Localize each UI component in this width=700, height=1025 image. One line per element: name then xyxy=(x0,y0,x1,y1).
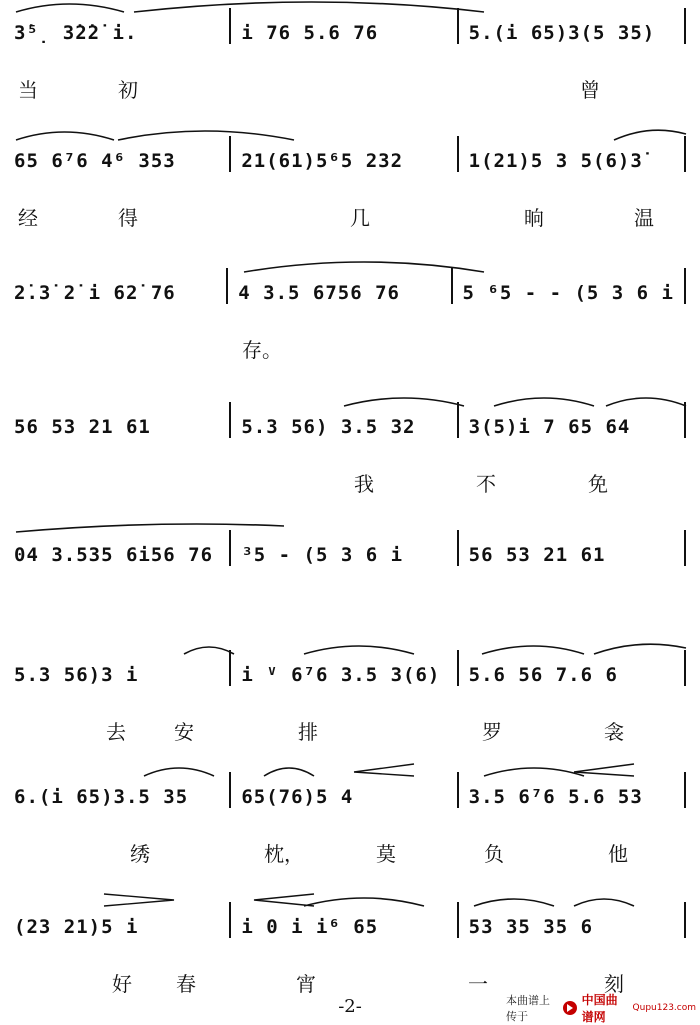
bar-line xyxy=(226,268,228,304)
measure: 1(21)5 3 5(6)3̇ xyxy=(468,150,643,172)
bar-line xyxy=(457,136,459,172)
measure: 65(76)5 4 xyxy=(241,786,354,808)
lyric-syllable: 刻 xyxy=(604,972,624,996)
measure: ³5 - (5 3 6 i xyxy=(241,544,404,566)
bar-line xyxy=(229,902,231,938)
bar-line xyxy=(457,902,459,938)
measure: 5.3 56)3 i xyxy=(14,664,139,686)
bar-line xyxy=(684,402,686,438)
measure: 5 ⁶5 - - (5 3 6 i xyxy=(462,282,674,304)
bar-line xyxy=(684,8,686,44)
lyric-syllable: 不 xyxy=(476,472,496,496)
measure: 5.(i 65)3(5 35) xyxy=(468,22,656,44)
bar-line xyxy=(684,530,686,566)
notation-line xyxy=(14,774,686,808)
lyric-syllable: 当 xyxy=(18,78,38,102)
lyric-syllable: 我 xyxy=(354,472,374,496)
measure: i 76 5.6 76 xyxy=(241,22,379,44)
lyric-syllable: 初 xyxy=(118,78,138,102)
lyric-syllable: 绣 xyxy=(130,842,150,866)
notation-line xyxy=(14,138,686,172)
bar-line xyxy=(229,8,231,44)
bar-line xyxy=(451,268,453,304)
lyric-syllable: 存。 xyxy=(242,338,282,362)
measure: 65 6⁷6 4⁶ 353 xyxy=(14,150,176,172)
bar-line xyxy=(457,530,459,566)
lyric-syllable: 免 xyxy=(588,472,608,496)
lyrics-line xyxy=(14,716,686,742)
site-watermark[interactable] xyxy=(506,993,696,1024)
lyric-syllable: 几 xyxy=(350,206,370,230)
measure: 3.5 6⁷6 5.6 53 xyxy=(468,786,643,808)
measure: 21(61)5⁶5 232 xyxy=(241,150,404,172)
notation-line xyxy=(14,904,686,938)
lyrics-line xyxy=(14,334,686,360)
watermark-domain: Qupu123.com xyxy=(632,1003,696,1013)
bar-line xyxy=(684,268,686,304)
measure: 53 35 35 6 xyxy=(468,916,594,938)
lyric-syllable: 曾 xyxy=(580,78,600,102)
bar-line xyxy=(229,402,231,438)
measure: 56 53 21 61 xyxy=(14,416,151,438)
notation-line xyxy=(14,270,686,304)
watermark-text: 本曲谱上传于 xyxy=(506,994,550,1023)
lyric-syllable: 好 xyxy=(112,972,132,996)
bar-line xyxy=(684,136,686,172)
lyrics-line xyxy=(14,74,686,100)
measure: i ⱽ 6⁷6 3.5 3(6) xyxy=(241,664,441,686)
qupu-logo-icon xyxy=(562,1000,578,1016)
bar-line xyxy=(457,772,459,808)
measure: 04 3.535 6i56 76 xyxy=(14,544,214,566)
lyric-syllable: 排 xyxy=(298,720,318,744)
lyric-syllable: 得 xyxy=(118,206,138,230)
bar-line xyxy=(457,650,459,686)
lyric-syllable: 温 xyxy=(634,206,654,230)
lyrics-line xyxy=(14,838,686,864)
bar-line xyxy=(229,772,231,808)
measure: 2̇.3̇ 2̇ i 62̇ 76 xyxy=(14,282,176,304)
lyric-syllable: 经 xyxy=(18,206,38,230)
lyric-syllable: 一 xyxy=(468,972,488,996)
lyrics-line xyxy=(14,468,686,494)
lyric-syllable: 衾 xyxy=(604,720,624,744)
page-number: -2- xyxy=(338,996,362,1017)
notation-line xyxy=(14,532,686,566)
bar-line xyxy=(684,772,686,808)
measure: i 0 i i⁶ 65 xyxy=(241,916,379,938)
lyric-syllable: 他 xyxy=(608,842,628,866)
bar-line xyxy=(684,650,686,686)
bar-line xyxy=(229,650,231,686)
measure: 5.3 56) 3.5 32 xyxy=(241,416,416,438)
notation-line xyxy=(14,652,686,686)
lyric-syllable: 春 xyxy=(176,972,196,996)
lyric-syllable: 宵 xyxy=(296,972,316,996)
measure: (23 21)5 i xyxy=(14,916,139,938)
bar-line xyxy=(229,530,231,566)
measure: 3(5)i 7 65 64 xyxy=(468,416,631,438)
lyric-syllable: 罗 xyxy=(482,720,502,744)
bar-line xyxy=(457,8,459,44)
lyric-syllable: 去 xyxy=(106,720,126,744)
measure: 6.(i 65)3.5 35 xyxy=(14,786,189,808)
measure: 56 53 21 61 xyxy=(468,544,606,566)
bar-line xyxy=(457,402,459,438)
lyric-syllable: 晌 xyxy=(524,206,544,230)
notation-line xyxy=(14,404,686,438)
bar-line xyxy=(684,902,686,938)
measure: 5.6 56 7.6 6 xyxy=(468,664,618,686)
lyric-syllable: 枕， xyxy=(264,842,304,866)
lyric-syllable: 莫 xyxy=(376,842,396,866)
lyrics-line xyxy=(14,202,686,228)
lyric-syllable: 负 xyxy=(484,842,504,866)
bar-line xyxy=(229,136,231,172)
lyric-syllable: 安 xyxy=(174,720,194,744)
measure: 3̇⁵̣ 3̇2̇2̇ i. xyxy=(14,22,138,44)
measure: 4 3.5 6756 76 xyxy=(238,282,400,304)
watermark-brand: 中国曲谱网 xyxy=(581,993,618,1024)
notation-line xyxy=(14,10,686,44)
